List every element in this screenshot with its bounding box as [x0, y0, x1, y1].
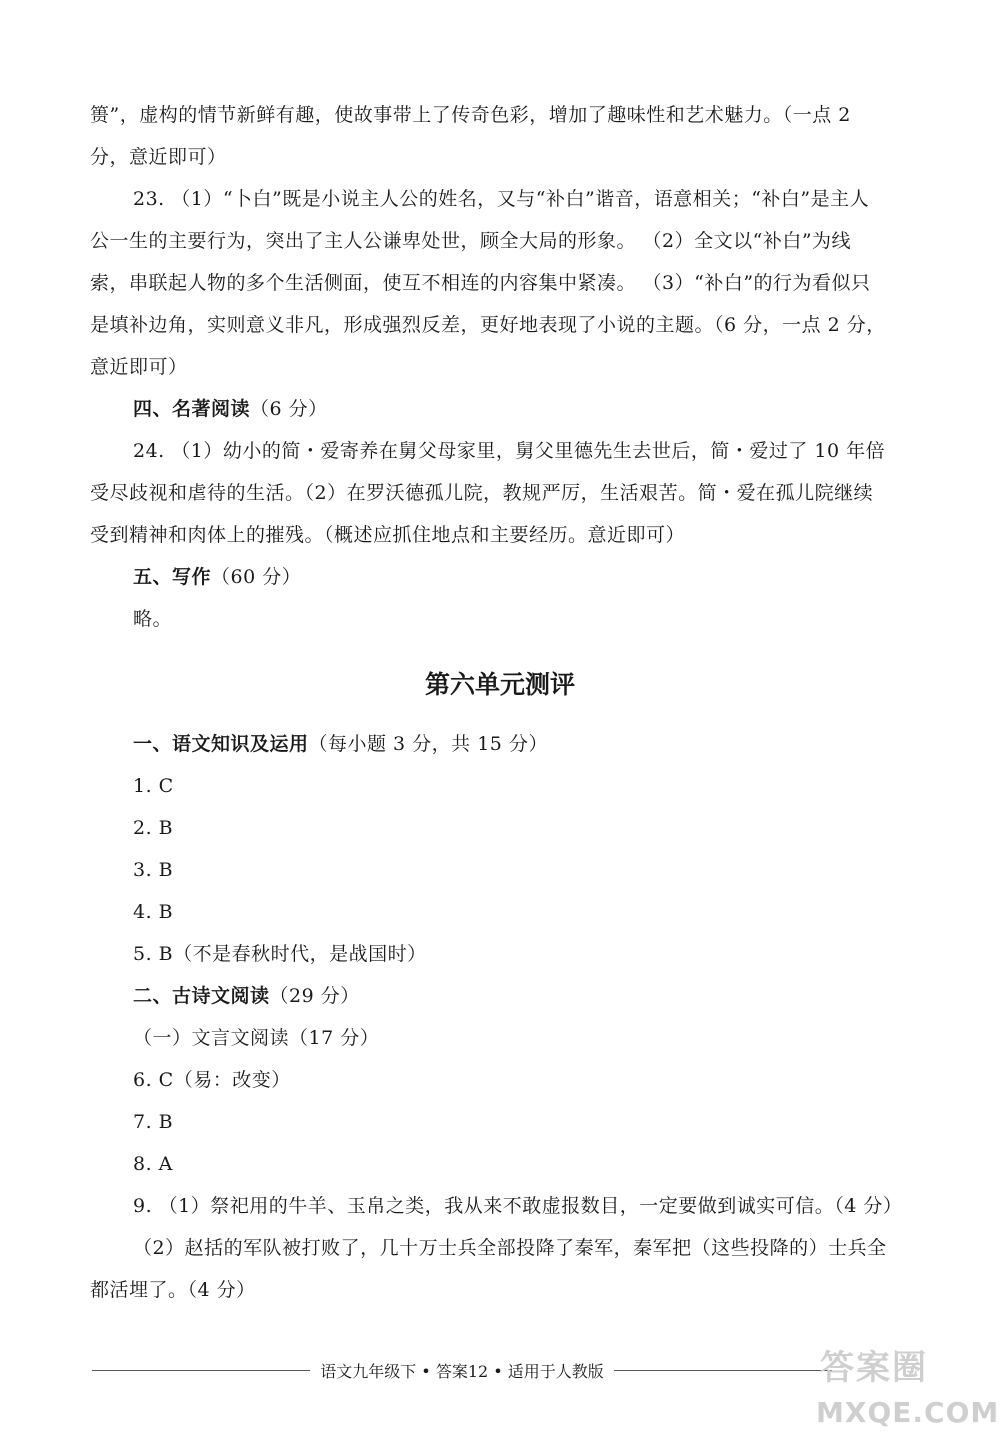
q24-line-3: 受到精神和肉体上的摧残。（概述应抓住地点和主要经历。意近即可）: [90, 524, 686, 546]
answer-9-part-2-line-2: 都活埋了。（4 分）: [90, 1279, 256, 1301]
unit6-section-1-title: 一、语文知识及运用: [133, 733, 309, 755]
section-4-score: （6 分）: [250, 398, 328, 420]
footer-rule-right: [614, 1370, 832, 1371]
section-5-heading: [133, 565, 301, 589]
q23-line-2: 公一生的主要行为，突出了主人公谦卑处世，顾全大局的形象。 （2）全文以“补白”为线: [90, 230, 852, 252]
section-5-title: 五、写作: [133, 566, 212, 588]
unit6-section-1-score: （每小题 3 分，共 15 分）: [308, 733, 548, 755]
q24-line-2: 受尽歧视和虐待的生活。（2）在罗沃德孤儿院，教规严厉，生活艰苦。简・爱在孤儿院继续: [90, 482, 874, 504]
answer-1: 1. C: [133, 775, 174, 797]
answer-3: 3. B: [133, 859, 174, 881]
page-footer: [92, 1358, 832, 1382]
answer-6: 6. C（易：改变）: [133, 1069, 291, 1091]
answer-9-part-2-line-1: （2）赵括的军队被打败了，几十万士兵全部投降了秦军，秦军把（这些投降的）士兵全: [133, 1237, 887, 1259]
footer-text: 语文九年级下 • 答案12 • 适用于人教版: [320, 1361, 604, 1381]
q23-line-1: 23. （1）“卜白”既是小说主人公的姓名，又与“补白”谐音，语意相关；“补白”是主人: [133, 188, 870, 210]
section-5-score: （60 分）: [211, 566, 302, 588]
watermark-top-text: 答案圈: [820, 1348, 928, 1388]
answer-7: 7. B: [133, 1111, 174, 1133]
q22-continuation-line-1: 篑”，虚构的情节新鲜有趣，使故事带上了传奇色彩，增加了趣味性和艺术魅力。（一点 2: [90, 104, 851, 126]
q23-line-3: 索，串联起人物的多个生活侧面，使互不相连的内容集中紧凑。 （3）“补白”的行为看似只: [90, 272, 871, 294]
watermark-bottom-text: MXQE.COM: [816, 1396, 1000, 1429]
q24-line-1: 24. （1）幼小的简・爱寄养在舅父母家里，舅父里德先生去世后，简・爱过了 10 年倍: [133, 440, 886, 462]
answer-8: 8. A: [133, 1153, 173, 1175]
section-5-answer: 略。: [133, 608, 173, 630]
section-4-title: 四、名著阅读: [133, 398, 251, 420]
footer-rule-left: [92, 1370, 310, 1371]
unit-title: 第六单元测评: [424, 670, 575, 699]
answer-9-part-1: 9. （1）祭祀用的牛羊、玉帛之类，我从来不敢虚报数目，一定要做到诚实可信。（4 分）: [133, 1195, 903, 1217]
unit6-section-2-heading: [133, 984, 360, 1008]
q23-line-5: 意近即可）: [90, 356, 188, 378]
subsection-classical-reading: （一）文言文阅读（17 分）: [133, 1027, 380, 1049]
section-4-heading: [133, 397, 328, 421]
answer-2: 2. B: [133, 817, 174, 839]
q23-line-4: 是填补边角，实则意义非凡，形成强烈反差，更好地表现了小说的主题。（6 分，一点 2 分，: [90, 314, 886, 336]
answer-4: 4. B: [133, 901, 174, 923]
unit6-section-1-heading: [133, 732, 548, 756]
unit6-section-2-score: （29 分）: [269, 985, 360, 1007]
answer-5: 5. B（不是春秋时代，是战国时）: [133, 943, 427, 965]
unit6-section-2-title: 二、古诗文阅读: [133, 985, 270, 1007]
q22-continuation-line-2: 分，意近即可）: [90, 146, 227, 168]
watermark-logo: [810, 1338, 1000, 1438]
